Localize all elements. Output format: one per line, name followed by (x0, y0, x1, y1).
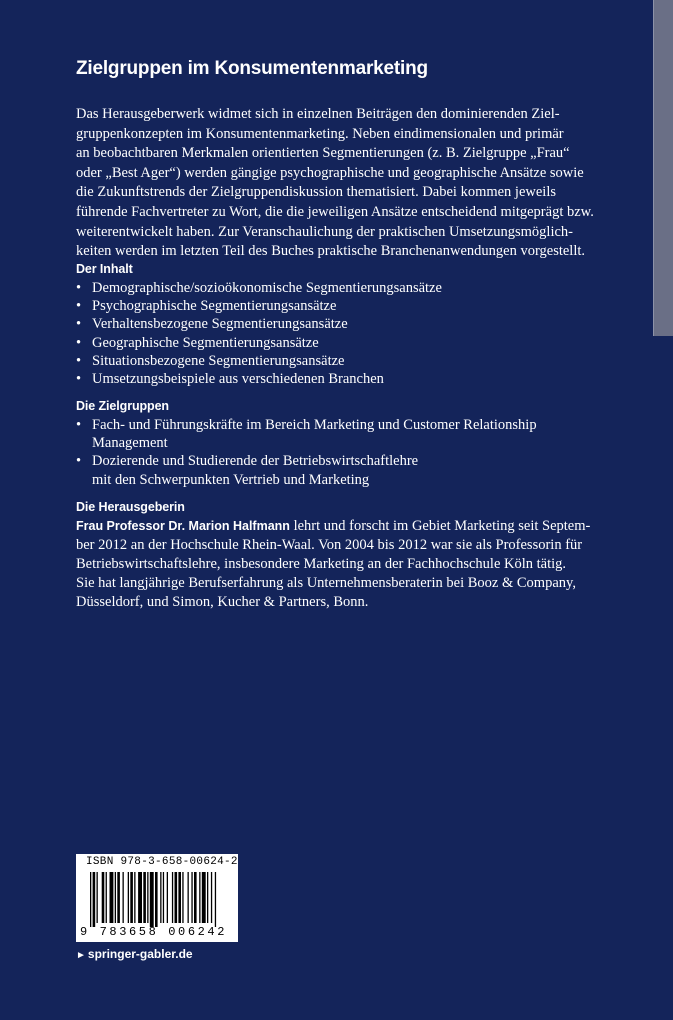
list-item: • Psychographische Segmentierungsansätze (76, 298, 337, 315)
list-item: • Verhaltensbezogene Segmentierungsansätze (76, 316, 348, 333)
barcode-bar (117, 872, 120, 923)
section-label-zielgruppen: Die Zielgruppen (76, 399, 169, 413)
blurb-line: an beobachtbaren Merkmalen orientierten Segmentierungen (z. B. Zielgruppe „Frau“ (76, 145, 570, 162)
editor-bio: Frau Professor Dr. Marion Halfmann lehrt und forscht im Gebiet Marketing seit Septem- ber 2012 an der Hochschule Rhein-Waal. Von 2004 bis 2012 war sie als Professorin für Betriebswirtschaftslehre, insbesondere Marketing an der Fachhochschule Köln tätig. Sie hat langjährige Berufserfahrung als Unternehmensberaterin bei Booz & Company, Düsseldorf, und Simon, Kucher & Partners, Bonn. (76, 518, 591, 610)
blurb-line: keiten werden im letzten Teil des Buches praktische Branchenanwendungen vorgestellt. (76, 243, 586, 260)
barcode-bar (147, 872, 148, 923)
barcode-bar (138, 872, 142, 923)
inhalt-list (76, 279, 596, 388)
bullet-icon: • (76, 280, 82, 296)
book-title: Zielgruppen im Konsumentenmarketing (76, 58, 428, 79)
list-item: • Geographische Segmentierungsansätze (76, 334, 319, 351)
section-zielgruppen (76, 399, 596, 489)
bullet-icon: • (76, 316, 82, 333)
spine-strip (653, 0, 673, 336)
barcode-bar (167, 872, 168, 923)
isbn-label: ISBN 978-3-658-00624-2 (86, 856, 238, 868)
barcode-bar (163, 872, 164, 923)
barcode-bar (182, 872, 183, 923)
barcode-bar (93, 872, 96, 927)
barcode-bar (160, 872, 161, 923)
barcode-bar (194, 872, 197, 923)
barcode-bar (175, 872, 178, 923)
bullet-icon: • (76, 352, 82, 369)
barcode-bar (97, 872, 98, 923)
list-item: • Umsetzungsbeispiele aus verschiedenen Branchen (76, 371, 384, 388)
blurb-paragraph (76, 105, 594, 262)
section-herausgeberin (76, 500, 596, 612)
barcode-bar (115, 872, 116, 923)
blurb-line: weiterentwickelt haben. Zur Veranschaulichung der praktischen Umsetzungsmöglich- (76, 223, 574, 240)
section-label-inhalt: Der Inhalt (76, 262, 133, 276)
barcode-bar (128, 872, 129, 923)
barcode-bar (155, 872, 158, 927)
barcode-bar (199, 872, 200, 923)
editor-name: Frau Professor Dr. Marion Halfmann (76, 519, 290, 533)
website-label: springer-gabler.de (87, 947, 193, 961)
bullet-icon: • (76, 417, 82, 433)
section-label-herausgeberin: Die Herausgeberin (76, 500, 185, 514)
list-item: • Demographische/sozioökonomische Segmentierungsansätze (76, 280, 442, 296)
barcode-bar (191, 872, 192, 923)
arrow-right-icon: ► (76, 950, 86, 961)
blurb-line: führende Fachvertreter zu Wort, die die jeweiligen Ansätze entscheidend mitgeprägt bzw. (76, 203, 594, 220)
section-inhalt (76, 262, 596, 388)
barcode-digits: 9 783658 006242 (80, 925, 228, 939)
barcode-bar (110, 872, 114, 923)
barcode-bar (150, 872, 154, 927)
barcode-bar (188, 872, 189, 923)
list-item: • Fach- und Führungskräfte im Bereich Marketing und Customer Relationship Management (76, 417, 537, 452)
bullet-icon: • (76, 334, 82, 351)
barcode-bar (90, 872, 91, 927)
blurb-line: oder „Best Ager“) werden gängige psychographische und geographische Ansätze sowie (76, 164, 584, 181)
list-item: • Dozierende und Studierende der Betriebswirtschaftlehre mit den Schwerpunkten Vertrieb und Marketing (76, 453, 419, 488)
barcode-bar (130, 872, 133, 923)
barcode-bar (102, 872, 105, 923)
barcode-bar (172, 872, 173, 923)
bullet-icon: • (76, 298, 82, 315)
barcode-bar (143, 872, 146, 923)
barcode-bar (134, 872, 135, 923)
barcode-bar (211, 872, 212, 923)
bullet-icon: • (76, 371, 82, 388)
blurb-line: die Zukunftstrends der Zielgruppendiskussion thematisiert. Dabei kommen jeweils (76, 184, 557, 201)
isbn-barcode (76, 854, 238, 942)
zielgruppen-list (76, 416, 596, 489)
barcode-bar (215, 872, 216, 927)
barcode-bar (202, 872, 206, 923)
blurb-line: Das Herausgeberwerk widmet sich in einzelnen Beiträgen den dominierenden Ziel- (76, 106, 560, 122)
barcode-bar (123, 872, 124, 923)
barcode-bar (207, 872, 208, 923)
blurb-line: gruppenkonzepten im Konsumentenmarketing. Neben eindimensionalen und primär (76, 125, 564, 142)
list-item: • Situationsbezogene Segmentierungsansätze (76, 352, 345, 369)
publisher-website[interactable] (76, 947, 193, 961)
barcode-bar (178, 872, 181, 923)
barcode-bar (106, 872, 107, 923)
bullet-icon: • (76, 453, 82, 470)
